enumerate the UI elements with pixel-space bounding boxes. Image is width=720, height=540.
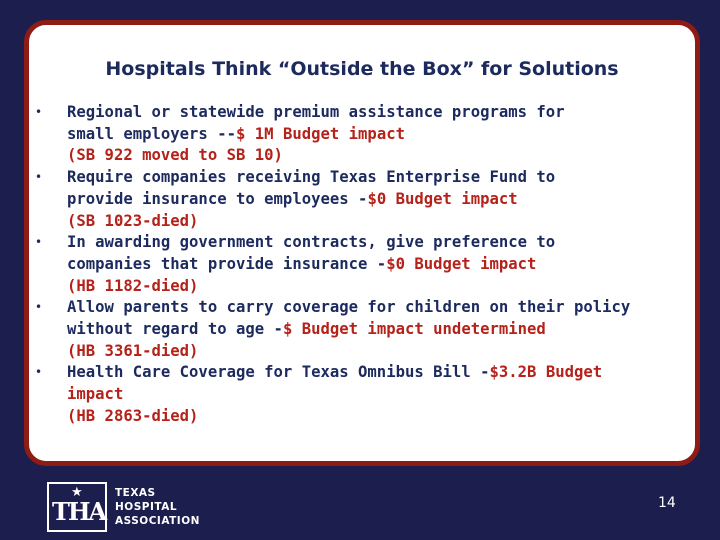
logo-line: TEXAS [115, 487, 156, 499]
content-panel [24, 20, 700, 466]
bullet-text-line [67, 319, 695, 341]
bill-status: (HB 3361-died) [67, 341, 199, 360]
bill-status: (SB 922 moved to SB 10) [67, 146, 283, 165]
bullet-icon: • [35, 170, 43, 185]
bullet-item [35, 102, 695, 167]
bullet-text-line [67, 189, 695, 211]
logo-wordmark [115, 486, 200, 528]
bill-status: (HB 2863-died) [67, 406, 199, 425]
bullet-text: companies that provide insurance - [67, 254, 387, 273]
logo-monogram: THA [52, 497, 106, 526]
bullet-text: Regional or statewide premium assistance programs for [67, 103, 565, 121]
bullet-text: Allow parents to carry coverage for children on their policy [67, 298, 631, 317]
tha-logo [47, 482, 200, 532]
budget-impact: $0 Budget impact [367, 189, 518, 208]
bullet-text-line [67, 362, 695, 384]
bullet-text: Health Care Coverage for Texas Omnibus Bill - [67, 363, 490, 382]
bullet-item [35, 297, 695, 362]
page-number: 14 [658, 495, 676, 511]
slide-title: Hospitals Think “Outside the Box” for Solutions [105, 58, 619, 80]
logo-line: ASSOCIATION [115, 515, 200, 527]
budget-impact: impact [67, 385, 124, 404]
logo-line: HOSPITAL [115, 501, 178, 513]
bullet-item [35, 362, 695, 427]
budget-impact: $ Budget impact undetermined [282, 320, 546, 339]
bullet-icon: • [35, 235, 43, 250]
bullet-text: without regard to age - [67, 320, 283, 339]
budget-impact: $3.2B Budget [489, 363, 603, 382]
budget-impact: $0 Budget impact [386, 254, 537, 273]
bullet-text-line [67, 124, 695, 146]
bill-status: (SB 1023-died) [67, 211, 199, 230]
bullet-icon: • [35, 365, 43, 380]
bullet-item [35, 232, 695, 297]
bullet-text: In awarding government contracts, give preference to [67, 233, 556, 252]
bullet-text-line [67, 254, 695, 276]
bullet-icon: • [35, 300, 43, 315]
bullet-list [35, 102, 695, 428]
bullet-text: small employers -- [67, 124, 236, 143]
bullet-icon: • [35, 105, 43, 119]
bullet-text: provide insurance to employees - [67, 189, 368, 208]
bullet-text: Require companies receiving Texas Enterprise Fund to [67, 168, 556, 187]
budget-impact: $ 1M Budget impact [236, 124, 405, 143]
bill-status: (HB 1182-died) [67, 276, 199, 295]
star-icon: ★ [71, 485, 83, 500]
logo-emblem [47, 482, 107, 532]
bullet-item [35, 167, 695, 232]
